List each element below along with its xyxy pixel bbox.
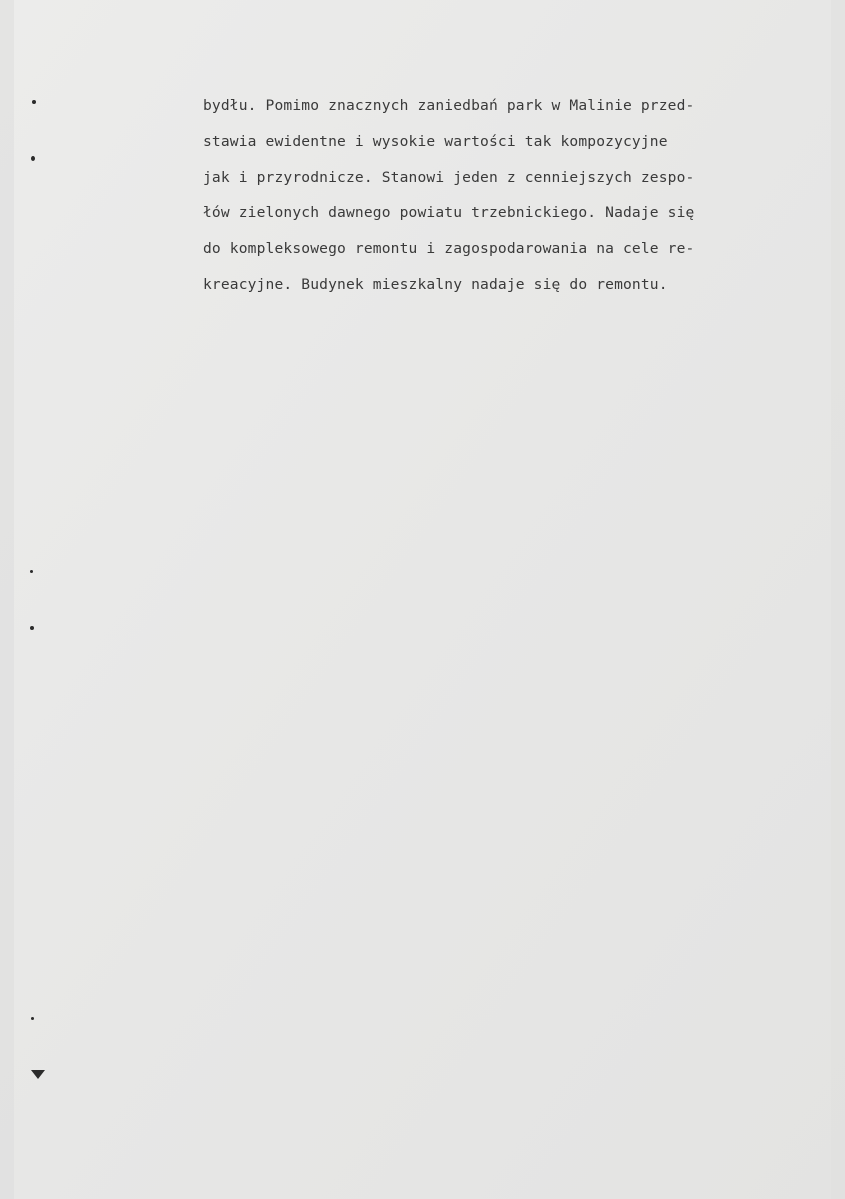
text-line: jak i przyrodnicze. Stanowi jeden z cenniejszych zespo-	[203, 168, 695, 186]
margin-dot	[30, 626, 34, 630]
margin-arrow-mark	[31, 1070, 45, 1079]
text-line: bydłu. Pomimo znacznych zaniedbań park w Malinie przed-	[203, 97, 695, 114]
text-line: kreacyjne. Budynek mieszkalny nadaje się do remontu.	[203, 275, 668, 293]
margin-dot	[31, 156, 35, 161]
text-line: do kompleksowego remontu i zagospodarowania na cele re-	[203, 240, 695, 258]
margin-dot	[30, 570, 33, 573]
typed-paragraph	[203, 88, 803, 303]
margin-dot	[32, 100, 36, 104]
margin-dot	[31, 1017, 34, 1020]
text-line: łów zielonych dawnego powiatu trzebnickiego. Nadaje się	[203, 204, 695, 222]
text-line: stawia ewidentne i wysokie wartości tak kompozycyjne	[203, 132, 668, 150]
